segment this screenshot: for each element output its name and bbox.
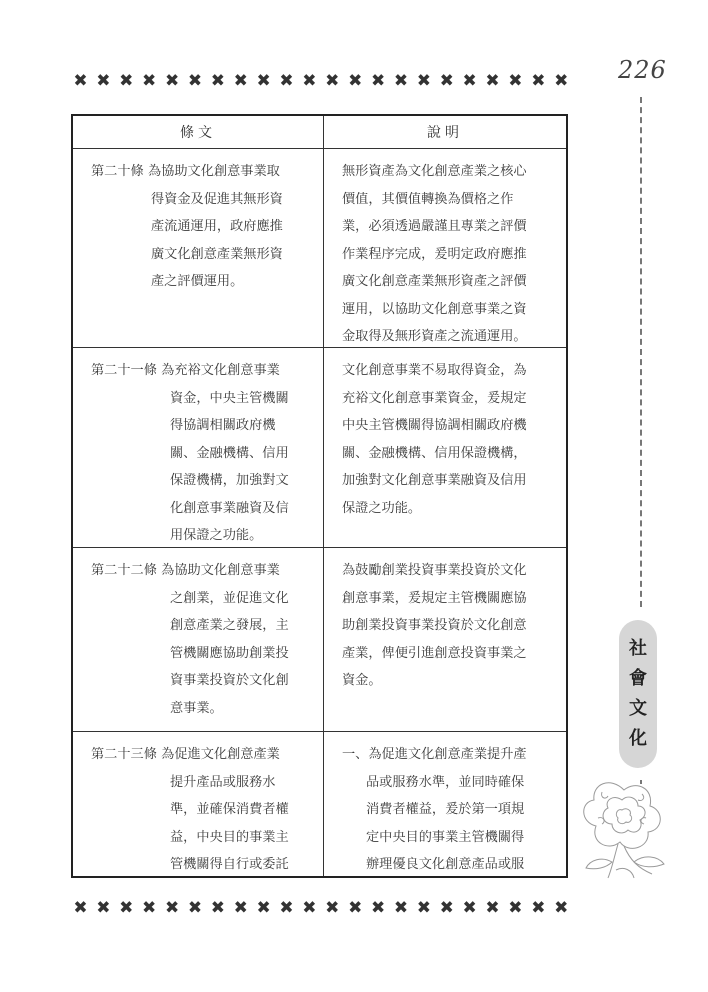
- ornament-glyph: ✖: [554, 898, 569, 918]
- explanation-line: 助創業投資事業投資於文化創意: [342, 618, 527, 633]
- dashed-guide-line-upper: [640, 97, 642, 607]
- table-header-row: [72, 115, 567, 149]
- article-line: 得資金及促進其無形資: [151, 192, 283, 207]
- explanation-line: 品或服務水準，並同時確保: [366, 775, 525, 790]
- article-line: 益，中央目的事業主: [170, 830, 289, 845]
- ornament-glyph: ✖: [187, 71, 203, 91]
- ornament-glyph: ✖: [416, 71, 431, 91]
- ornament-glyph: ✖: [393, 898, 409, 918]
- explanation-line: 保證之功能。: [342, 501, 422, 516]
- ornament-glyph: ✖: [531, 898, 546, 918]
- article-cell: [72, 149, 324, 348]
- ornament-glyph: ✖: [462, 898, 477, 918]
- explanation-line: 運用，以協助文化創意事業之資: [342, 302, 527, 317]
- ornament-glyph: ✖: [256, 898, 271, 918]
- ornament-glyph: ✖: [416, 898, 431, 918]
- ornament-glyph: ✖: [439, 71, 454, 91]
- article-cell: [72, 348, 324, 548]
- explanation-cell: [324, 548, 568, 732]
- explanation-line: 中央主管機關得協調相關政府機: [342, 418, 527, 433]
- article-line: 準，並確保消費者權: [170, 802, 289, 817]
- article-line: 得協調相關政府機: [170, 418, 276, 433]
- article-line: 第二十二條 為協助文化創意事業: [91, 563, 280, 578]
- ornament-glyph: ✖: [508, 898, 523, 918]
- article-line: 第二十一條 為充裕文化創意事業: [91, 363, 280, 378]
- explanation-line: 為鼓勵創業投資事業投資於文化: [342, 563, 527, 578]
- article-line: 資金，中央主管機關: [170, 391, 289, 406]
- ornament-glyph: ✖: [302, 898, 317, 918]
- article-line: 產之評價運用。: [151, 274, 244, 289]
- explanation-cell: [324, 348, 568, 548]
- ornament-glyph: ✖: [73, 898, 88, 918]
- explanation-line: 價值，其價值轉換為價格之作: [342, 192, 514, 207]
- article-cell: [72, 732, 324, 878]
- ornament-glyph: ✖: [233, 898, 248, 918]
- explanation-line: 產業，俾便引進創意投資事業之: [342, 646, 527, 661]
- explanation-line: 定中央目的事業主管機關得: [366, 830, 525, 845]
- ornament-glyph: ✖: [73, 71, 88, 91]
- ornament-glyph: ✖: [233, 71, 248, 91]
- ornament-glyph: ✖: [256, 71, 271, 91]
- explanation-line: 作業程序完成，爰明定政府應推: [342, 247, 527, 262]
- article-line: 創意產業之發展，主: [170, 618, 289, 633]
- explanation-line: 創意事業，爰規定主管機關應協: [342, 591, 527, 606]
- explanation-line: 一、為促進文化創意產業提升產: [342, 747, 527, 762]
- ornament-glyph: ✖: [348, 71, 363, 91]
- ornament-glyph: ✖: [142, 71, 157, 91]
- peony-flower-illustration: [572, 770, 676, 882]
- article-line: 管機關得自行或委託: [170, 857, 289, 872]
- ornament-glyph: ✖: [485, 71, 500, 91]
- explanation-line: 消費者權益，爰於第一項規: [366, 802, 525, 817]
- ornament-glyph: ✖: [439, 898, 454, 918]
- page-number: 226: [618, 56, 667, 84]
- ornament-glyph: ✖: [485, 898, 500, 918]
- table-row: [72, 348, 567, 548]
- article-line: 意事業。: [170, 701, 223, 716]
- ornament-glyph: ✖: [119, 898, 134, 918]
- article-line: 第二十條 為協助文化創意事業取: [91, 164, 280, 179]
- explanation-line: 資金。: [342, 673, 382, 688]
- article-line: 資事業投資於文化創: [170, 673, 289, 688]
- explanation-line: 關、金融機構、信用保證機構，: [342, 446, 527, 461]
- law-table: [71, 114, 568, 878]
- ornament-glyph: ✖: [325, 898, 340, 918]
- table-row: [72, 149, 567, 348]
- explanation-line: 無形資產為文化創意產業之核心: [342, 164, 527, 179]
- ornament-glyph: ✖: [279, 898, 294, 918]
- article-line: 化創意事業融資及信: [170, 501, 289, 516]
- top-ornament-border: [71, 72, 571, 90]
- ornament-glyph: ✖: [96, 898, 111, 918]
- ornament-glyph: ✖: [210, 71, 225, 91]
- explanation-line: 廣文化創意產業無形資產之評價: [342, 274, 527, 289]
- ornament-glyph: ✖: [370, 71, 386, 91]
- explanation-line: 文化創意事業不易取得資金，為: [342, 363, 527, 378]
- ornament-glyph: ✖: [302, 71, 317, 91]
- ornament-glyph: ✖: [554, 71, 569, 91]
- explanation-line: 充裕文化創意事業資金，爰規定: [342, 391, 527, 406]
- table-row: [72, 732, 567, 878]
- ornament-glyph: ✖: [210, 898, 225, 918]
- explanation-line: 加強對文化創意事業融資及信用: [342, 473, 527, 488]
- explanation-cell: [324, 732, 568, 878]
- ornament-glyph: ✖: [279, 71, 294, 91]
- ornament-glyph: ✖: [164, 71, 180, 91]
- article-line: 廣文化創意產業無形資: [151, 247, 283, 262]
- ornament-glyph: ✖: [96, 71, 111, 91]
- section-tab-char: 會: [629, 668, 647, 689]
- article-line: 用保證之功能。: [170, 528, 263, 543]
- section-tab-char: 文: [629, 698, 647, 719]
- ornament-glyph: ✖: [370, 898, 386, 918]
- explanation-line: 金取得及無形資產之流通運用。: [342, 329, 527, 344]
- article-line: 產流通運用，政府應推: [151, 219, 283, 234]
- article-line: 提升產品或服務水: [170, 775, 276, 790]
- ornament-glyph: ✖: [142, 898, 157, 918]
- ornament-glyph: ✖: [531, 71, 546, 91]
- section-tab-char: 化: [629, 728, 647, 749]
- ornament-glyph: ✖: [187, 898, 203, 918]
- article-line: 保證機構，加強對文: [170, 473, 289, 488]
- ornament-glyph: ✖: [393, 71, 409, 91]
- table-row: [72, 548, 567, 732]
- article-line: 管機關應協助創業投: [170, 646, 289, 661]
- ornament-glyph: ✖: [119, 71, 134, 91]
- ornament-glyph: ✖: [462, 71, 477, 91]
- explanation-line: 辦理優良文化創意產品或服: [366, 857, 525, 872]
- ornament-glyph: ✖: [164, 898, 180, 918]
- article-cell: [72, 548, 324, 732]
- article-line: 之創業，並促進文化: [170, 591, 289, 606]
- article-line: 關、金融機構、信用: [170, 446, 289, 461]
- section-tab-char: 社: [629, 638, 647, 659]
- ornament-glyph: ✖: [325, 71, 340, 91]
- bottom-ornament-border: [71, 899, 571, 917]
- explanation-cell: [324, 149, 568, 348]
- header-explanation: 說明: [324, 115, 568, 149]
- ornament-glyph: ✖: [348, 898, 363, 918]
- explanation-line: 業，必須透過嚴謹且專業之評價: [342, 219, 527, 234]
- ornament-glyph: ✖: [508, 71, 523, 91]
- article-line: 第二十三條 為促進文化創意產業: [91, 747, 280, 762]
- section-tab: [619, 620, 657, 768]
- header-article: 條文: [72, 115, 324, 149]
